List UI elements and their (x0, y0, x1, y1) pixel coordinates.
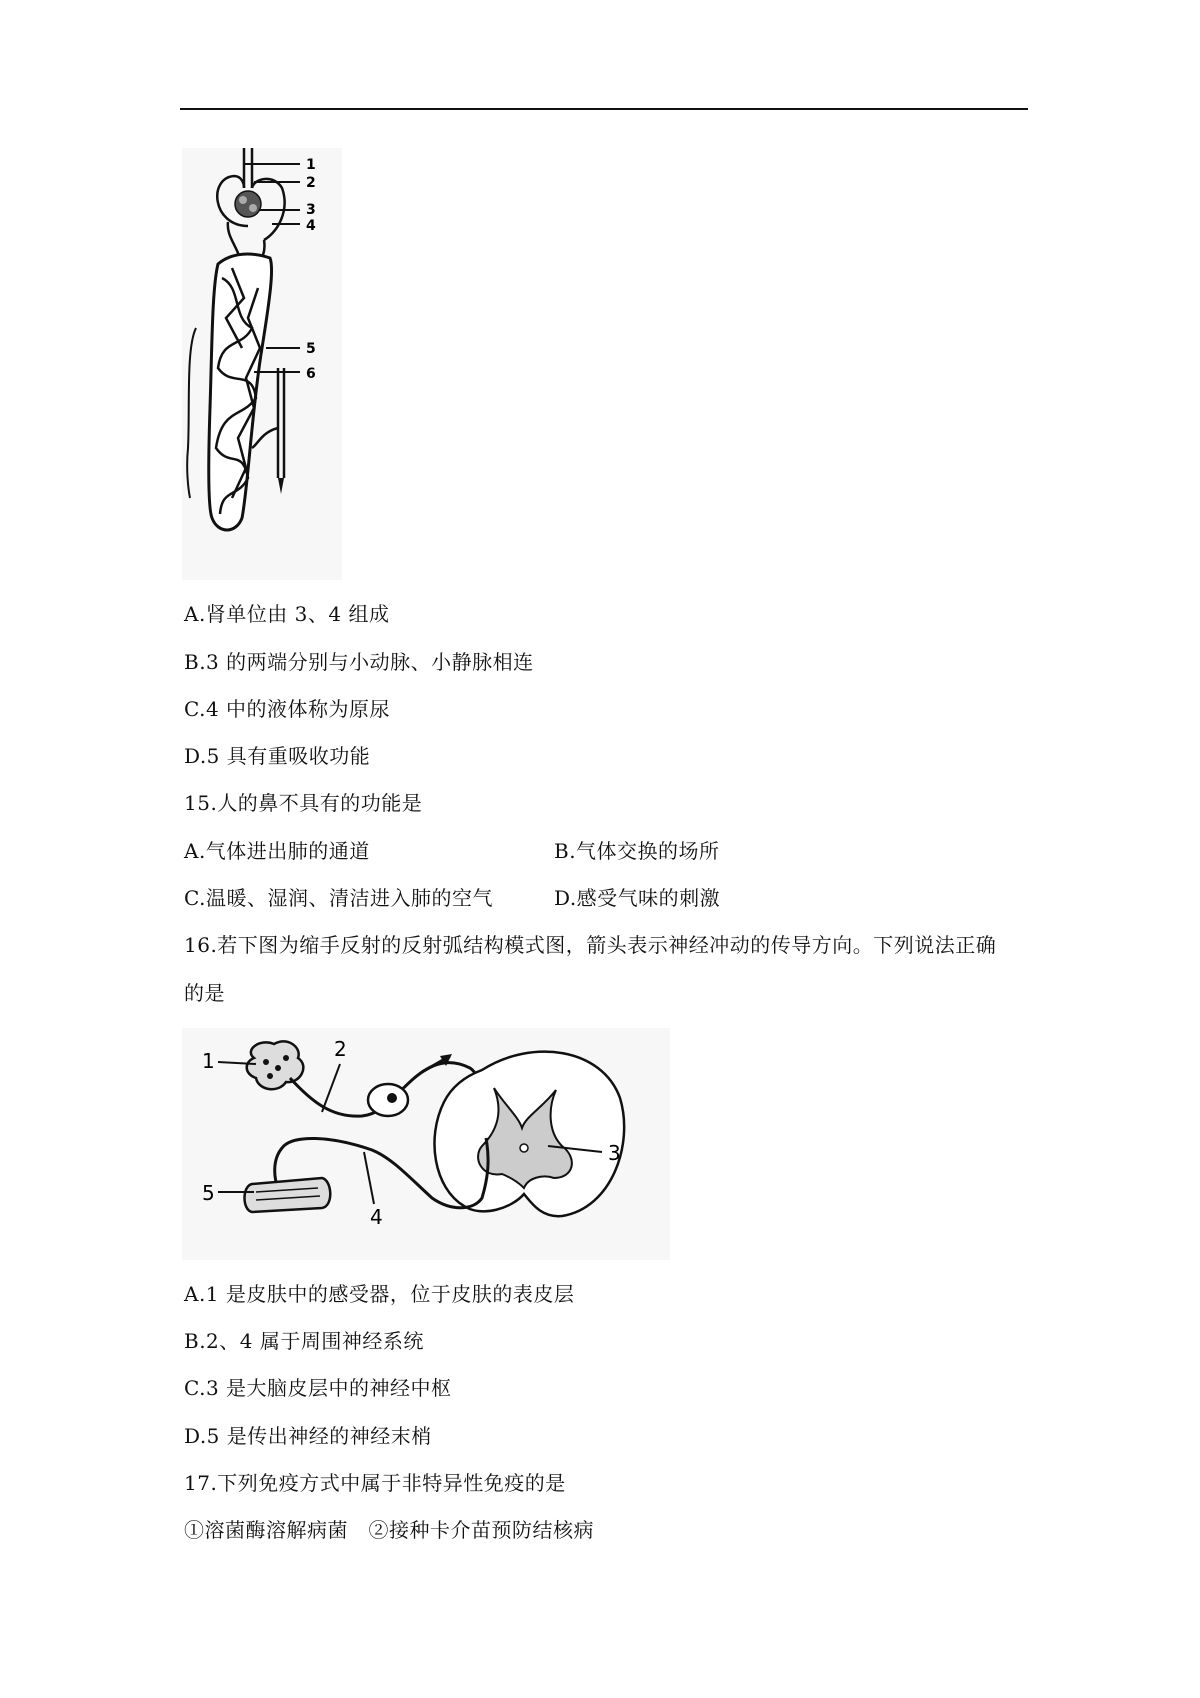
reflex-label-4: 4 (370, 1205, 383, 1229)
nephron-label-5: 5 (306, 341, 316, 357)
q16-stem-line1: 16.若下图为缩手反射的反射弧结构模式图，箭头表示神经冲动的传导方向。下列说法正确 (184, 933, 997, 957)
q15-option-c: C.温暖、湿润、清洁进入肺的空气 (184, 886, 493, 910)
reflex-label-1: 1 (202, 1049, 215, 1073)
q16-option-a: A.1 是皮肤中的感受器，位于皮肤的表皮层 (184, 1282, 575, 1306)
nephron-label-6: 6 (306, 366, 316, 382)
q15-option-b: B.气体交换的场所 (554, 839, 720, 863)
reflex-label-3: 3 (608, 1141, 621, 1165)
q17-items: ①溶菌酶溶解病菌 ②接种卡介苗预防结核病 (184, 1518, 594, 1542)
reflex-arc-figure (182, 1028, 670, 1260)
q16-stem-line2: 的是 (184, 981, 225, 1005)
nephron-label-4: 4 (306, 218, 316, 234)
q15-option-d: D.感受气味的刺激 (554, 886, 721, 910)
reflex-label-5: 5 (202, 1181, 215, 1205)
q16-option-c: C.3 是大脑皮层中的神经中枢 (184, 1376, 452, 1400)
header-rule (180, 108, 1028, 110)
q14-option-c: C.4 中的液体称为原尿 (184, 697, 391, 721)
nephron-label-2: 2 (306, 175, 316, 191)
q14-option-d: D.5 具有重吸收功能 (184, 744, 371, 768)
nephron-label-1: 1 (306, 157, 316, 173)
nephron-label-3: 3 (306, 202, 316, 218)
q15-stem: 15.人的鼻不具有的功能是 (184, 791, 423, 815)
reflex-label-2: 2 (334, 1037, 347, 1061)
q16-option-b: B.2、4 属于周围神经系统 (184, 1329, 424, 1353)
nephron-figure (182, 148, 342, 580)
q17-stem: 17.下列免疫方式中属于非特异性免疫的是 (184, 1471, 566, 1495)
q16-option-d: D.5 是传出神经的神经末梢 (184, 1424, 432, 1448)
q14-option-a: A.肾单位由 3、4 组成 (184, 602, 390, 626)
q14-option-b: B.3 的两端分别与小动脉、小静脉相连 (184, 650, 534, 674)
q15-option-a: A.气体进出肺的通道 (184, 839, 370, 863)
